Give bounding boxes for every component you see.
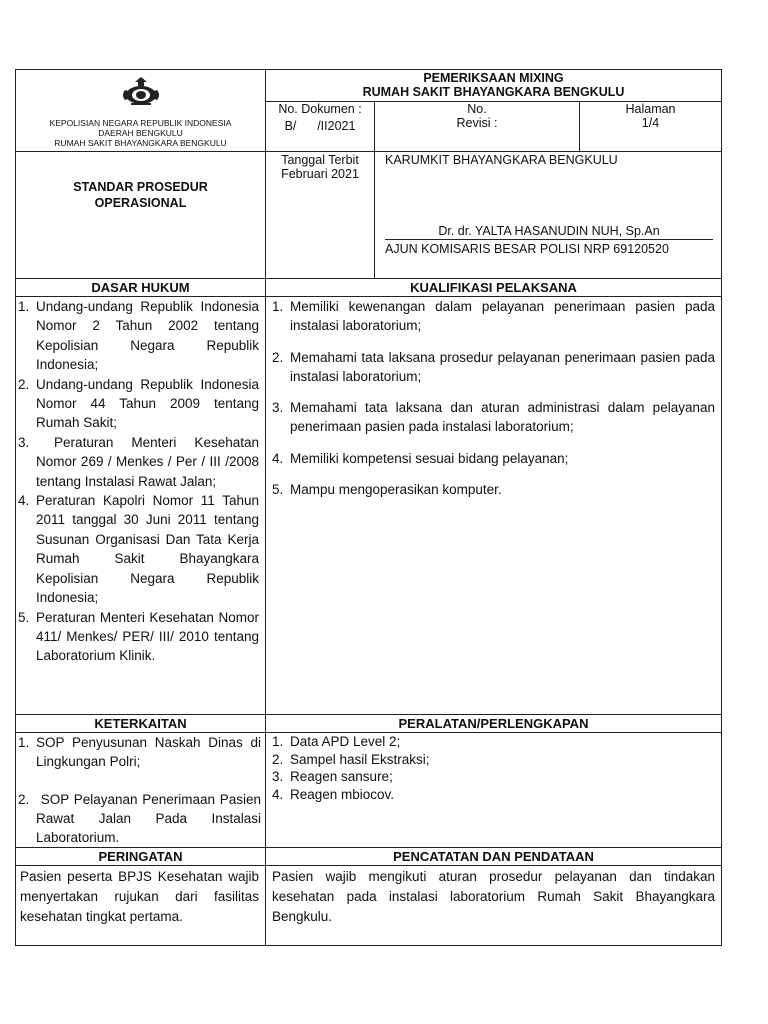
peringatan-cell [16,866,266,946]
list-item: 5. Peraturan Menteri Kesehatan Nomor 411/ Menkes/ PER/ III/ 2010 tentang Laboratorium Klinik. [18,609,259,664]
pencatatan-cell [266,866,722,946]
signer-title: KARUMKIT BHAYANGKARA BENGKULU [385,153,618,167]
issue-date-value: Februari 2021 [281,167,359,181]
pencatatan-text: Pasien wajib mengikuti aturan prosedur pelayanan dan tindakan kesehatan pada instalasi laboratorium Rumah Sakit Bhayangkara Bengkulu. [272,869,715,924]
doc-number-label: No. Dokumen : [278,102,362,116]
keterkaitan-list [16,733,265,847]
kualifikasi-cell [266,297,722,715]
peralatan-list [270,733,721,803]
spo-title-line-1: STANDAR PROSEDUR [73,180,208,194]
list-item: 1. SOP Penyusunan Naskah Dinas di Lingkungan Polri; [18,735,261,769]
page-value: 1/4 [641,116,660,130]
list-item: 2. Sampel hasil Ekstraksi; [272,751,430,767]
list-item: 3. Reagen sansure; [272,769,393,784]
spo-title-line-2: OPERASIONAL [94,196,187,210]
doc-number-cell [266,102,375,152]
issue-date-label: Tanggal Terbit [281,153,359,167]
dasar-hukum-list [16,297,265,666]
list-item: 3. Memahami tata laksana dan aturan administrasi dalam pelayanan penerimaan pasien pada instalasi laboratorium; [272,400,715,434]
spo-title-cell [16,152,266,279]
list-item: 3. Peraturan Menteri Kesehatan Nomor 269 / Menkes / Per / III /2008 tentang Instalasi Rawat Jalan; [18,434,263,489]
list-item: 4. Reagen mbiocov. [272,786,395,802]
list-item: 1. Undang-undang Republik Indonesia Nomor 2 Tahun 2002 tentang Kepolisian Negara Republik Indonesia; [18,299,259,373]
header-org-cell [16,70,266,152]
document-title-cell [266,70,722,102]
sop-table [15,69,722,946]
list-item: 1. Memiliki kewenangan dalam pelayanan penerimaan pasien pada instalasi laboratorium; [272,299,715,333]
revision-label: No. [467,102,487,116]
signer-rank: AJUN KOMISARIS BESAR POLISI NRP 69120520 [385,242,669,256]
kualifikasi-heading: KUALIFIKASI PELAKSANA [266,279,722,297]
peralatan-cell [266,733,722,848]
revision-label-2: Revisi : [456,116,498,130]
signer-name: Dr. dr. YALTA HASANUDIN NUH, Sp.An [385,224,713,240]
peringatan-heading: PERINGATAN [16,848,266,866]
peralatan-heading: PERALATAN/PERLENGKAPAN [266,715,722,733]
list-item: 4. Peraturan Kapolri Nomor 11 Tahun 2011 tanggal 30 Juni 2011 tentang Susunan Organisasi Dan Tata Kerja Rumah Sakit Bhayangkara Kepolisian Negara Republik Indonesia; [18,493,259,606]
keterkaitan-cell [16,733,266,848]
hospital-name: RUMAH SAKIT BHAYANGKARA BENGKULU [362,85,625,99]
keterkaitan-heading: KETERKAITAN [16,715,266,733]
revision-cell [375,102,580,152]
list-item: 2. SOP Pelayanan Penerimaan Pasien Rawat Jalan Pada Instalasi Laboratorium. [18,792,265,845]
dasar-hukum-heading: DASAR HUKUM [16,279,266,297]
org-line-1: KEPOLISIAN NEGARA REPUBLIK INDONESIA [49,118,232,128]
kualifikasi-list [270,297,721,499]
document-title: PEMERIKSAAN MIXING [423,71,564,85]
org-line-3: RUMAH SAKIT BHAYANGKARA BENGKULU [54,138,227,148]
sop-document [15,69,721,946]
pencatatan-heading: PENCATATAN DAN PENDATAAN [266,848,722,866]
list-item: 1. Data APD Level 2; [272,734,401,749]
list-item: 4. Memiliki kompetensi sesuai bidang pelayanan; [272,450,569,466]
page-cell [580,102,722,152]
list-item: 5. Mampu mengoperasikan komputer. [272,482,502,497]
list-item: 2. Undang-undang Republik Indonesia Nomor 44 Tahun 2009 tentang Rumah Sakit; [18,376,259,431]
peringatan-text: Pasien peserta BPJS Kesehatan wajib menyertakan rujukan dari fasilitas kesehatan tingkat pertama. [20,869,259,924]
list-item: 2. Memahami tata laksana prosedur pelayanan penerimaan pasien pada instalasi laboratorium; [272,349,715,384]
page-label: Halaman [625,102,676,116]
dasar-hukum-cell [16,297,266,715]
signature-cell [375,152,722,279]
issue-date-cell [266,152,375,279]
police-emblem-icon [119,76,163,106]
doc-number-value: B/ /II2021 [284,119,356,133]
org-line-2: DAERAH BENGKULU [98,128,183,138]
